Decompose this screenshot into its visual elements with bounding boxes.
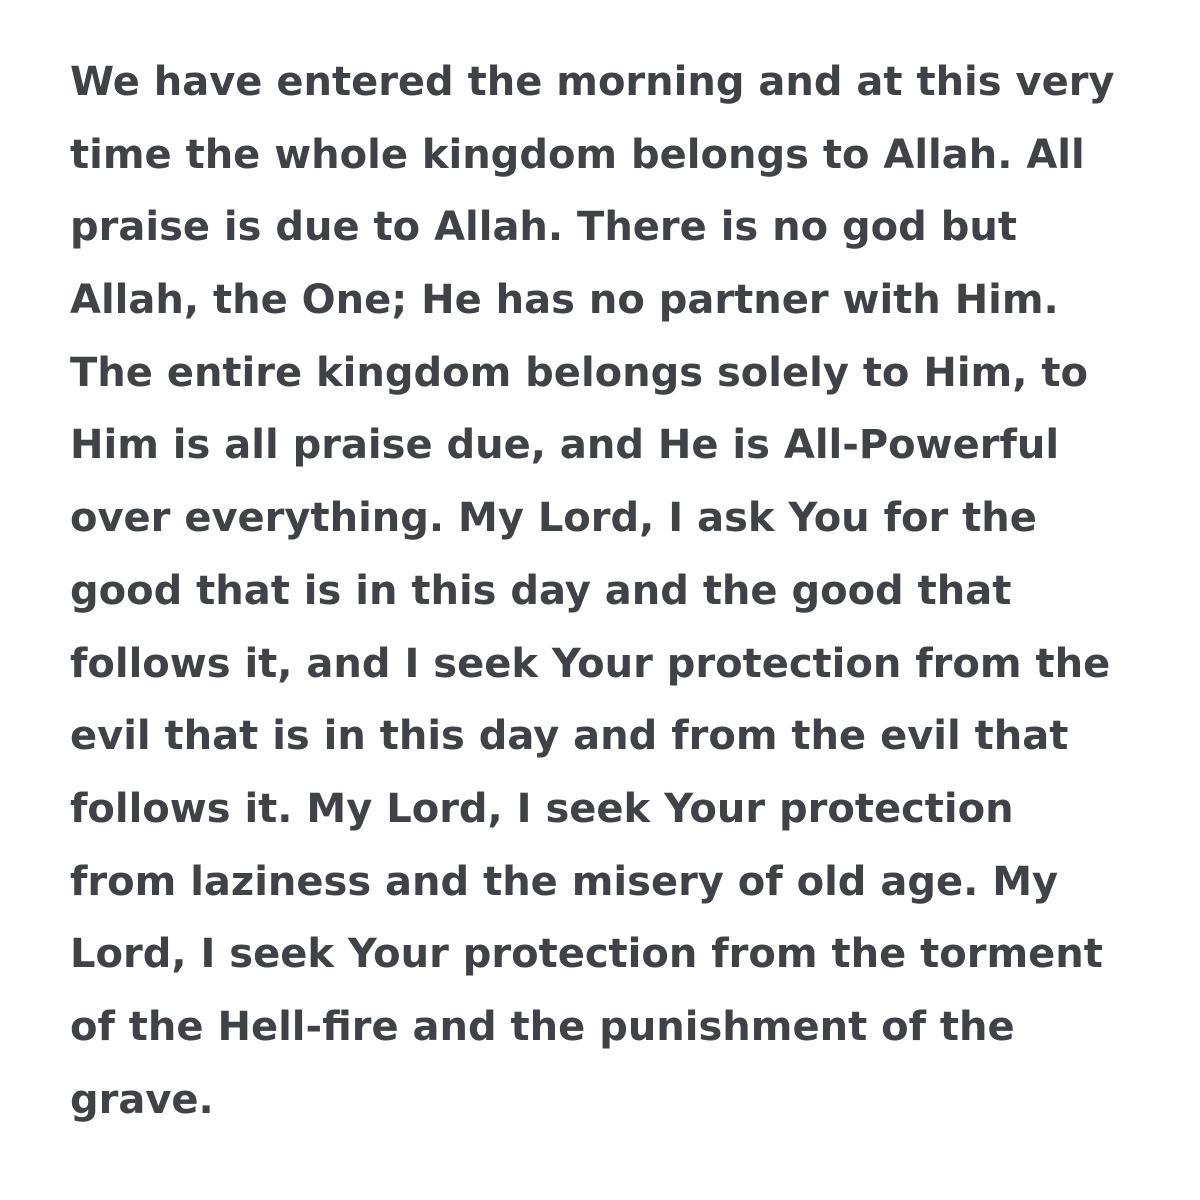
text-line-5: The entire kingdom belongs solely to Him, to <box>70 349 1088 396</box>
text-line-8: good that is in this day and the good that <box>70 567 1012 614</box>
text-line-15: grave. <box>70 1076 214 1123</box>
text-line-1: We have entered the morning and at this very <box>70 59 1115 105</box>
text-line-4: Allah, the One; He has no partner with Him. <box>70 277 1059 324</box>
text-line-6: Him is all praise due, and He is All-Powerful <box>70 422 1060 469</box>
text-line-9: follows it, and I seek Your protection from the <box>70 640 1111 687</box>
text-line-10: evil that is in this day and from the evil that <box>70 713 1069 760</box>
text-line-14: of the Hell-fire and the punishment of the <box>70 1003 1015 1050</box>
text-line-12: from laziness and the misery of old age. My <box>70 858 1059 905</box>
text-line-11: follows it. My Lord, I seek Your protection <box>70 785 1014 832</box>
text-line-3: praise is due to Allah. There is no god but <box>70 204 1017 251</box>
text-line-7: over everything. My Lord, I ask You for the <box>70 495 1037 542</box>
text-line-13: Lord, I seek Your protection from the torment <box>70 931 1103 978</box>
text-line-2: time the whole kingdom belongs to Allah. All <box>70 131 1085 178</box>
supplication-paragraph <box>70 46 1150 1136</box>
